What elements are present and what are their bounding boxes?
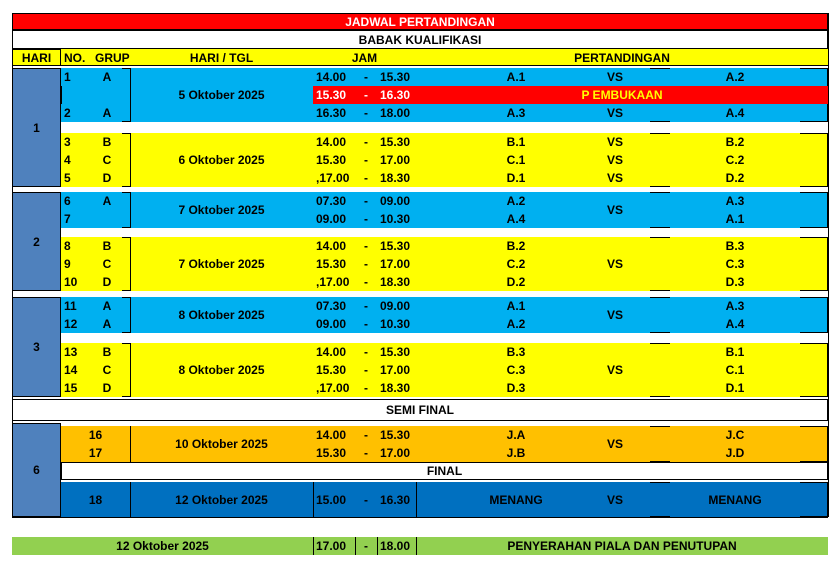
time-start: 17.00	[313, 537, 355, 555]
match-no: 5	[61, 169, 92, 187]
time-dash: -	[355, 482, 377, 517]
time-end: 15.30	[377, 237, 416, 255]
team-home: A.2	[416, 315, 616, 333]
team-away: J.D	[670, 444, 800, 462]
match-no: 2	[61, 104, 92, 122]
time-dash: -	[355, 273, 377, 291]
team-away: A.1	[670, 210, 800, 228]
header-grup: GRUP	[92, 49, 130, 66]
team-away: A.2	[670, 68, 800, 86]
grid-line	[130, 237, 131, 291]
match-no: 14	[61, 361, 92, 379]
team-home: B.2	[416, 237, 616, 255]
time-start: 14.00	[313, 426, 355, 444]
team-away: B.3	[670, 237, 800, 255]
team-home: D.2	[416, 273, 616, 291]
vs-label: VS	[580, 104, 650, 122]
team-home: D.3	[416, 379, 616, 397]
team-home: D.1	[416, 169, 616, 187]
team-away: D.1	[670, 379, 800, 397]
time-start: ,17.00	[313, 273, 355, 291]
match-no: 13	[61, 343, 92, 361]
vs-label: VS	[580, 297, 650, 333]
vs-label: VS	[580, 426, 650, 462]
team-home: C.3	[416, 361, 616, 379]
time-dash: -	[355, 343, 377, 361]
match-grup: A	[92, 297, 122, 315]
final-label: FINAL	[61, 462, 828, 480]
match-grup: D	[92, 169, 122, 187]
time-dash: -	[355, 297, 377, 315]
vs-label: VS	[580, 68, 650, 86]
time-dash: -	[355, 361, 377, 379]
time-start: ,17.00	[313, 169, 355, 187]
team-away: A.3	[670, 192, 800, 210]
match-date: 7 Oktober 2025	[130, 237, 313, 291]
time-start: 09.00	[313, 210, 355, 228]
time-start: 15.00	[313, 482, 355, 517]
match-no: 12	[61, 315, 92, 333]
time-dash: -	[355, 379, 377, 397]
match-grup	[92, 210, 122, 228]
match-no: 15	[61, 379, 92, 397]
time-start: 16.30	[313, 104, 355, 122]
match-grup: B	[92, 133, 122, 151]
match-grup: B	[92, 237, 122, 255]
match-grup: D	[92, 379, 122, 397]
team-away: B.2	[670, 133, 800, 151]
time-dash: -	[355, 426, 377, 444]
time-end: 15.30	[377, 133, 416, 151]
time-end: 17.00	[377, 255, 416, 273]
time-start: 07.30	[313, 297, 355, 315]
grid-line	[416, 537, 417, 555]
header-hari: HARI	[12, 49, 61, 66]
time-end: 18.30	[377, 379, 416, 397]
time-dash: -	[355, 151, 377, 169]
team-home: A.3	[416, 104, 616, 122]
match-no: 9	[61, 255, 92, 273]
time-start: 15.30	[313, 86, 355, 104]
match-date: 8 Oktober 2025	[130, 343, 313, 397]
match-grup: C	[92, 361, 122, 379]
time-start: 14.00	[313, 133, 355, 151]
vs-label: VS	[580, 192, 650, 228]
time-end: 17.00	[377, 151, 416, 169]
vs-label: VS	[580, 237, 650, 291]
grid-line	[130, 297, 131, 333]
hari-number: 2	[12, 192, 61, 291]
team-away: C.2	[670, 151, 800, 169]
time-end: 18.30	[377, 273, 416, 291]
time-end: 18.00	[377, 104, 416, 122]
header-jam: JAM	[313, 49, 416, 66]
time-start: 07.30	[313, 192, 355, 210]
vs-label: VS	[580, 482, 650, 517]
team-home: B.1	[416, 133, 616, 151]
time-start: 15.30	[313, 255, 355, 273]
time-dash: -	[355, 86, 377, 104]
time-dash: -	[355, 192, 377, 210]
time-start: 14.00	[313, 68, 355, 86]
team-away: C.3	[670, 255, 800, 273]
match-no: 16	[61, 426, 130, 444]
team-away: D.3	[670, 273, 800, 291]
match-date: 6 Oktober 2025	[130, 133, 313, 187]
closing-date: 12 Oktober 2025	[12, 537, 313, 555]
time-dash: -	[355, 104, 377, 122]
team-home: A.1	[416, 297, 616, 315]
vs-label: VS	[580, 133, 650, 151]
match-grup: A	[92, 315, 122, 333]
grid-line	[130, 482, 131, 517]
section-subtitle: BABAK KUALIFIKASI	[12, 30, 828, 49]
vs-label: VS	[580, 169, 650, 187]
grid-line	[130, 133, 131, 187]
match-grup: B	[92, 343, 122, 361]
match-date: 8 Oktober 2025	[130, 297, 313, 333]
match-grup: C	[92, 151, 122, 169]
time-end: 18.00	[377, 537, 416, 555]
time-start: 14.00	[313, 237, 355, 255]
time-end: 10.30	[377, 210, 416, 228]
team-home: B.3	[416, 343, 616, 361]
time-dash: -	[355, 210, 377, 228]
match-no: 17	[61, 444, 130, 462]
grid-line	[12, 13, 13, 517]
match-no: 18	[61, 482, 130, 517]
header-pertandingan: PERTANDINGAN	[416, 49, 828, 66]
time-end: 09.00	[377, 297, 416, 315]
grid-line	[12, 517, 828, 518]
grid-line	[355, 537, 356, 555]
time-dash: -	[355, 444, 377, 462]
match-date: 7 Oktober 2025	[130, 192, 313, 228]
match-no: 4	[61, 151, 92, 169]
team-home: A.1	[416, 68, 616, 86]
time-end: 15.30	[377, 426, 416, 444]
grid-line	[313, 537, 314, 555]
team-home: MENANG	[416, 482, 616, 517]
team-away: J.C	[670, 426, 800, 444]
match-no: 10	[61, 273, 92, 291]
hari-number: 3	[12, 297, 61, 397]
time-end: 16.30	[377, 86, 416, 104]
grid-line	[130, 426, 131, 462]
match-grup: A	[92, 68, 122, 86]
time-end: 17.00	[377, 361, 416, 379]
match-no: 8	[61, 237, 92, 255]
team-home: A.2	[416, 192, 616, 210]
match-grup: C	[92, 255, 122, 273]
grid-line	[828, 13, 829, 517]
team-away: MENANG	[670, 482, 800, 517]
team-home: J.A	[416, 426, 616, 444]
match-grup: A	[92, 192, 122, 210]
time-end: 15.30	[377, 68, 416, 86]
time-dash: -	[355, 255, 377, 273]
grid-line	[12, 65, 828, 66]
grid-line	[130, 68, 131, 122]
time-dash: -	[355, 68, 377, 86]
match-no: 6	[61, 192, 92, 210]
grid-line	[377, 537, 378, 555]
team-away: A.4	[670, 315, 800, 333]
match-no: 1	[61, 68, 92, 86]
vs-label: VS	[580, 343, 650, 397]
team-away: A.3	[670, 297, 800, 315]
time-start: ,17.00	[313, 379, 355, 397]
match-date: 12 Oktober 2025	[130, 482, 313, 517]
time-end: 09.00	[377, 192, 416, 210]
match-date: 10 Oktober 2025	[130, 426, 313, 462]
grid-line	[130, 192, 131, 228]
match-date: 5 Oktober 2025	[130, 68, 313, 122]
page-title: JADWAL PERTANDINGAN	[12, 13, 828, 30]
hari-number: 1	[12, 68, 61, 187]
team-home: C.1	[416, 151, 616, 169]
time-end: 18.30	[377, 169, 416, 187]
time-dash: -	[355, 315, 377, 333]
team-away: D.2	[670, 169, 800, 187]
time-start: 09.00	[313, 315, 355, 333]
match-grup: D	[92, 273, 122, 291]
team-home: C.2	[416, 255, 616, 273]
vs-label: VS	[580, 151, 650, 169]
time-start: 15.30	[313, 444, 355, 462]
match-grup: A	[92, 104, 122, 122]
match-no: 7	[61, 210, 92, 228]
team-away: C.1	[670, 361, 800, 379]
team-away: A.4	[670, 104, 800, 122]
opening-label: P EMBUKAAN	[416, 86, 828, 104]
time-end: 17.00	[377, 444, 416, 462]
time-end: 16.30	[377, 482, 416, 517]
semi-final-label: SEMI FINAL	[12, 399, 828, 421]
team-home: J.B	[416, 444, 616, 462]
time-end: 15.30	[377, 343, 416, 361]
header-no: NO.	[61, 49, 92, 66]
time-start: 14.00	[313, 343, 355, 361]
time-start: 15.30	[313, 361, 355, 379]
time-dash: -	[355, 237, 377, 255]
team-home: A.4	[416, 210, 616, 228]
time-end: 10.30	[377, 315, 416, 333]
grid-line	[130, 343, 131, 397]
match-no: 11	[61, 297, 92, 315]
grid-line	[313, 482, 314, 517]
grid-line	[416, 482, 417, 517]
hari-number: 6	[12, 423, 61, 517]
time-dash: -	[355, 169, 377, 187]
team-away: B.1	[670, 343, 800, 361]
closing-label: PENYERAHAN PIALA DAN PENUTUPAN	[416, 537, 828, 555]
time-start: 15.30	[313, 151, 355, 169]
header-tgl: HARI / TGL	[130, 49, 313, 66]
match-no: 3	[61, 133, 92, 151]
time-dash: -	[355, 133, 377, 151]
time-dash: -	[355, 537, 377, 555]
